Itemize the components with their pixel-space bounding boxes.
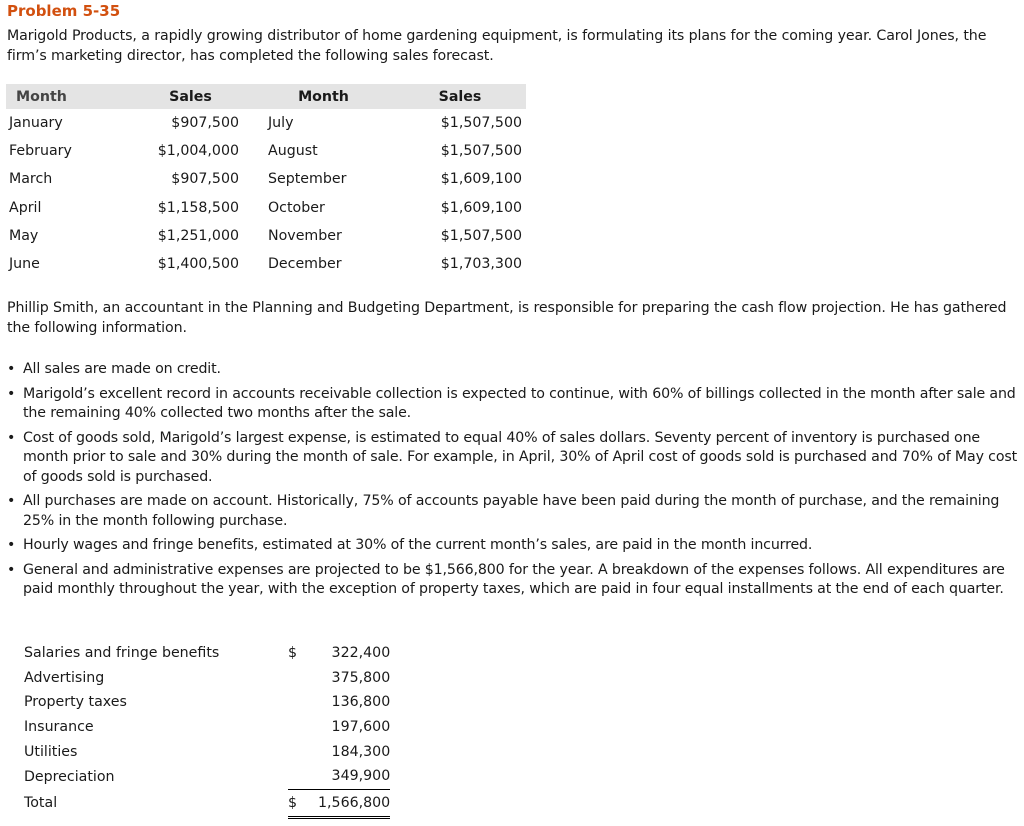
sales-table-header [6, 84, 526, 109]
intro-paragraph: Marigold Products, a rapidly growing distributor of home gardening equipment, is formulating its plans for the coming year. Carol Jones, the firm’s marketing director, has completed the following sales forecast. [7, 28, 987, 64]
sales-cell: $907,500 [171, 115, 239, 132]
bullet-icon: • [7, 537, 16, 553]
sales-cell: $1,004,000 [157, 143, 239, 160]
expense-label: Salaries and fringe benefits [24, 645, 220, 662]
list-item [7, 360, 1021, 380]
sales-cell: $1,251,000 [157, 227, 239, 244]
bullet-icon: • [7, 493, 16, 509]
sales-cell: $1,507,500 [440, 143, 522, 160]
bullet-icon: • [7, 561, 16, 578]
header-sales-1: Sales [112, 84, 239, 109]
header-month-2: Month [239, 84, 388, 109]
total-amount: 1,566,800 [318, 789, 390, 817]
month-cell: October [268, 199, 325, 216]
expense-label: Insurance [24, 719, 94, 736]
info-paragraph: Phillip Smith, an accountant in the Planning and Budgeting Department, is responsible for preparing the cash flow projection. He has gathered the following information. [7, 300, 1007, 336]
month-cell: July [268, 115, 294, 132]
total-row [24, 789, 390, 817]
table-row [24, 764, 390, 789]
problem-title: Problem 5-35 [7, 2, 121, 20]
month-cell: May [9, 227, 39, 244]
expense-label: Advertising [24, 669, 105, 686]
expense-amount: 136,800 [331, 694, 391, 711]
ga-expense-table [24, 641, 390, 819]
sales-cell: $1,400,500 [157, 256, 239, 273]
month-cell: January [9, 115, 63, 132]
table-row [24, 715, 390, 740]
header-sales-2: Sales [388, 84, 526, 109]
table-row [6, 222, 526, 250]
month-cell: March [9, 171, 53, 188]
currency-symbol [288, 666, 318, 691]
expense-amount: 197,600 [331, 719, 391, 736]
assumptions-list [7, 360, 1021, 605]
month-cell: June [9, 256, 40, 273]
expense-label: Depreciation [24, 768, 115, 785]
list-item-text: Marigold’s excellent record in accounts receivable collection is expected to continue, with 60% of billings collected in the month after sale and the remaining 40% collected two months after the sale. [23, 385, 1016, 421]
table-row [6, 137, 526, 165]
list-item-text: Hourly wages and fringe benefits, estimated at 30% of the current month’s sales, are paid in the month incurred. [23, 537, 813, 553]
bullet-icon: • [7, 429, 16, 446]
sales-cell: $1,703,300 [440, 256, 522, 273]
bullet-icon: • [7, 385, 16, 402]
month-cell: September [268, 171, 347, 188]
sales-cell: $1,609,100 [440, 171, 522, 188]
month-cell: December [268, 256, 342, 273]
table-row [6, 165, 526, 193]
expense-label: Property taxes [24, 694, 127, 711]
currency-symbol [288, 739, 318, 764]
table-row [6, 109, 526, 137]
month-cell: August [268, 143, 318, 160]
currency-symbol: $ [288, 789, 318, 817]
month-cell: April [9, 199, 42, 216]
table-row [24, 666, 390, 691]
list-item [7, 492, 1021, 531]
currency-symbol: $ [288, 645, 298, 662]
list-item [7, 536, 1021, 556]
list-item-text: General and administrative expenses are projected to be $1,566,800 for the year. A breakdown of the expenses follows. All expenditures are paid monthly throughout the year, with the exception of property taxes, which are paid in four equal installments at the end of each quarter. [23, 561, 1005, 597]
table-row [6, 250, 526, 278]
currency-symbol [288, 690, 318, 715]
currency-symbol [288, 715, 318, 740]
list-item-text: All sales are made on credit. [23, 361, 221, 377]
table-row [24, 690, 390, 715]
expense-label: Utilities [24, 743, 78, 760]
currency-symbol [288, 764, 318, 789]
expense-amount: 349,900 [318, 764, 390, 789]
table-row [24, 739, 390, 764]
expense-amount: 375,800 [331, 669, 391, 686]
list-item-text: All purchases are made on account. Historically, 75% of accounts payable have been paid during the month of purchase, and the remaining 25% in the month following purchase. [23, 493, 1000, 529]
list-item-text: Cost of goods sold, Marigold’s largest expense, is estimated to equal 40% of sales dollars. Seventy percent of inventory is purchased one month prior to sale and 30% during the month of sale. For example, in April, 30% of April cost of goods sold is purchased and 70% of May cost of goods sold is purchased. [23, 429, 1018, 485]
bullet-icon: • [7, 361, 16, 377]
sales-forecast-table [6, 84, 526, 278]
header-month-1: Month [6, 84, 112, 109]
sales-cell: $1,507,500 [440, 227, 522, 244]
table-row [6, 194, 526, 222]
list-item [7, 561, 1021, 600]
total-label: Total [24, 795, 58, 812]
expense-amount: 322,400 [331, 645, 391, 662]
month-cell: February [9, 143, 72, 160]
list-item [7, 429, 1021, 488]
month-cell: November [268, 227, 342, 244]
sales-cell: $1,158,500 [157, 199, 239, 216]
expense-amount: 184,300 [331, 743, 391, 760]
table-row [24, 641, 390, 666]
sales-cell: $1,609,100 [440, 199, 522, 216]
sales-cell: $1,507,500 [440, 115, 522, 132]
list-item [7, 385, 1021, 424]
sales-cell: $907,500 [171, 171, 239, 188]
